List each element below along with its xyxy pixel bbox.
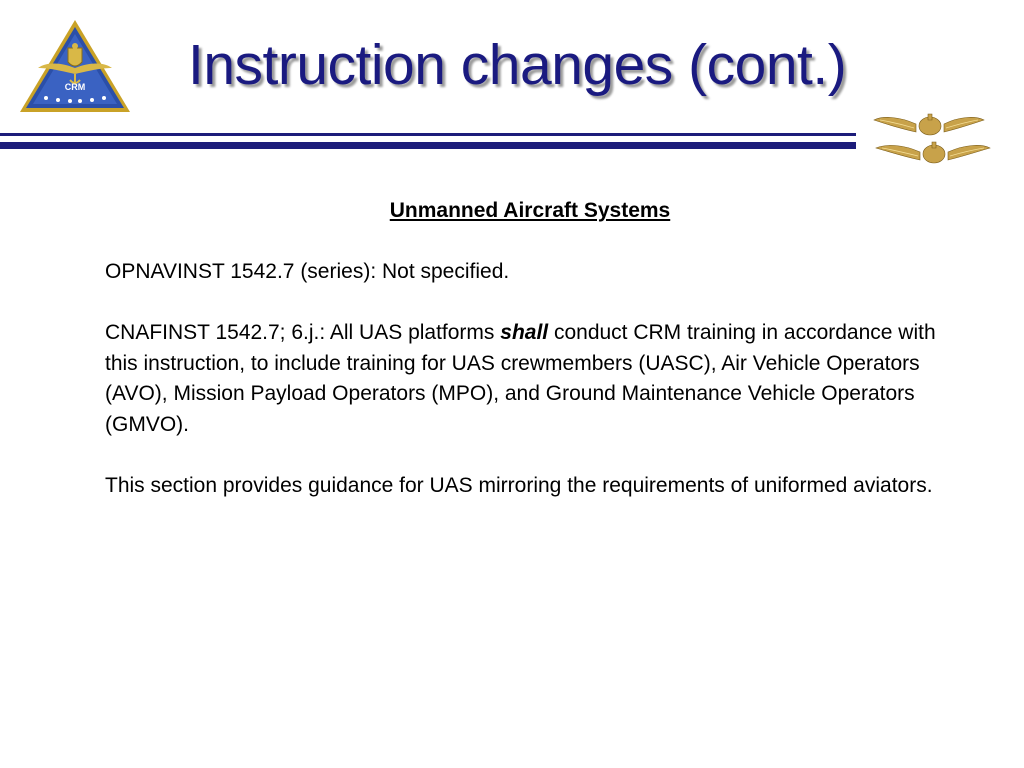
section-heading: Unmanned Aircraft Systems <box>389 199 671 222</box>
paragraph-cnafinst <box>105 318 955 440</box>
crm-logo-text: CRM <box>64 82 86 92</box>
naval-aviator-wings-icon <box>868 110 992 172</box>
paragraph-cnafinst-after: conduct CRM training in accordance with this instruction, to include training for UAS crewmembers (UASC), Air Vehicle Operators (AVO), Mission Payload Operators (MPO), and Ground Maintenance Vehicle Operators (GMVO). <box>105 321 936 436</box>
slide-body <box>105 196 955 533</box>
crm-triangle-logo-icon <box>18 18 132 114</box>
slide-title: Instruction changes (cont.) <box>188 33 847 97</box>
paragraph-cnafinst-before: CNAFINST 1542.7; 6.j.: All UAS platforms <box>105 321 501 344</box>
paragraph-opnavinst: OPNAVINST 1542.7 (series): Not specified. <box>105 259 510 283</box>
header-rule <box>0 133 856 151</box>
paragraph-cnafinst-emphasis: shall <box>500 321 549 344</box>
paragraph-guidance: This section provides guidance for UAS mirroring the requirements of uniformed aviators. <box>105 474 933 497</box>
